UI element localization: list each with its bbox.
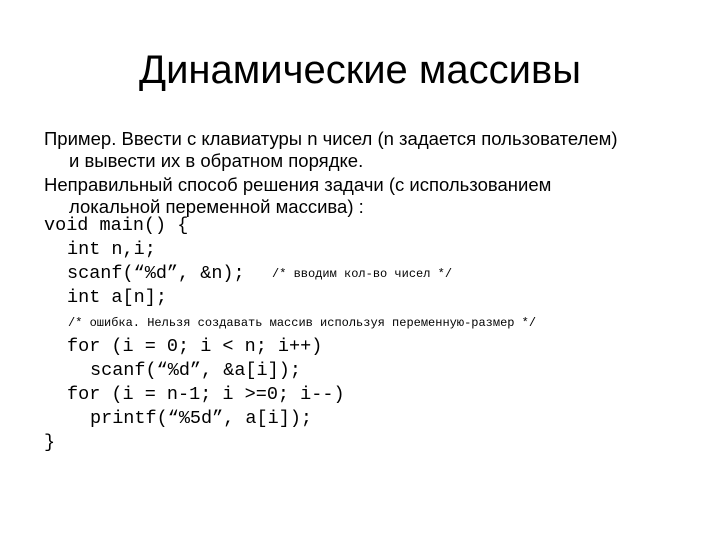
wrong-method-text-line-2: локальной переменной массива) :	[69, 196, 364, 217]
example-text-line-2: и вывести их в обратном порядке.	[69, 150, 364, 171]
code-line-main: void main() {	[44, 215, 189, 236]
slide-title: Динамические массивы	[139, 48, 581, 92]
code-line-scanf-n: scanf(“%d”, &n);	[67, 263, 245, 284]
code-line-close-brace: }	[44, 432, 56, 453]
code-line-printf: printf(“%5d”, a[i]);	[90, 408, 313, 429]
example-text-line-1: Пример. Ввести с клавиатуры n чисел (n задается пользователем)	[44, 128, 618, 149]
wrong-method-text-line-1: Неправильный способ решения задачи (с использованием	[44, 174, 552, 195]
code-line-for-print: for (i = n-1; i >=0; i--)	[67, 384, 345, 405]
code-comment-error: /* ошибка. Нельзя создавать массив используя переменную-размер */	[68, 316, 537, 330]
code-comment-input-count: /* вводим кол-во чисел */	[272, 267, 453, 281]
code-line-declare-vars: int n,i;	[67, 239, 156, 260]
code-line-for-read: for (i = 0; i < n; i++)	[67, 336, 323, 357]
code-line-declare-array: int a[n];	[67, 287, 167, 308]
code-line-scanf-array: scanf(“%d”, &a[i]);	[90, 360, 301, 381]
